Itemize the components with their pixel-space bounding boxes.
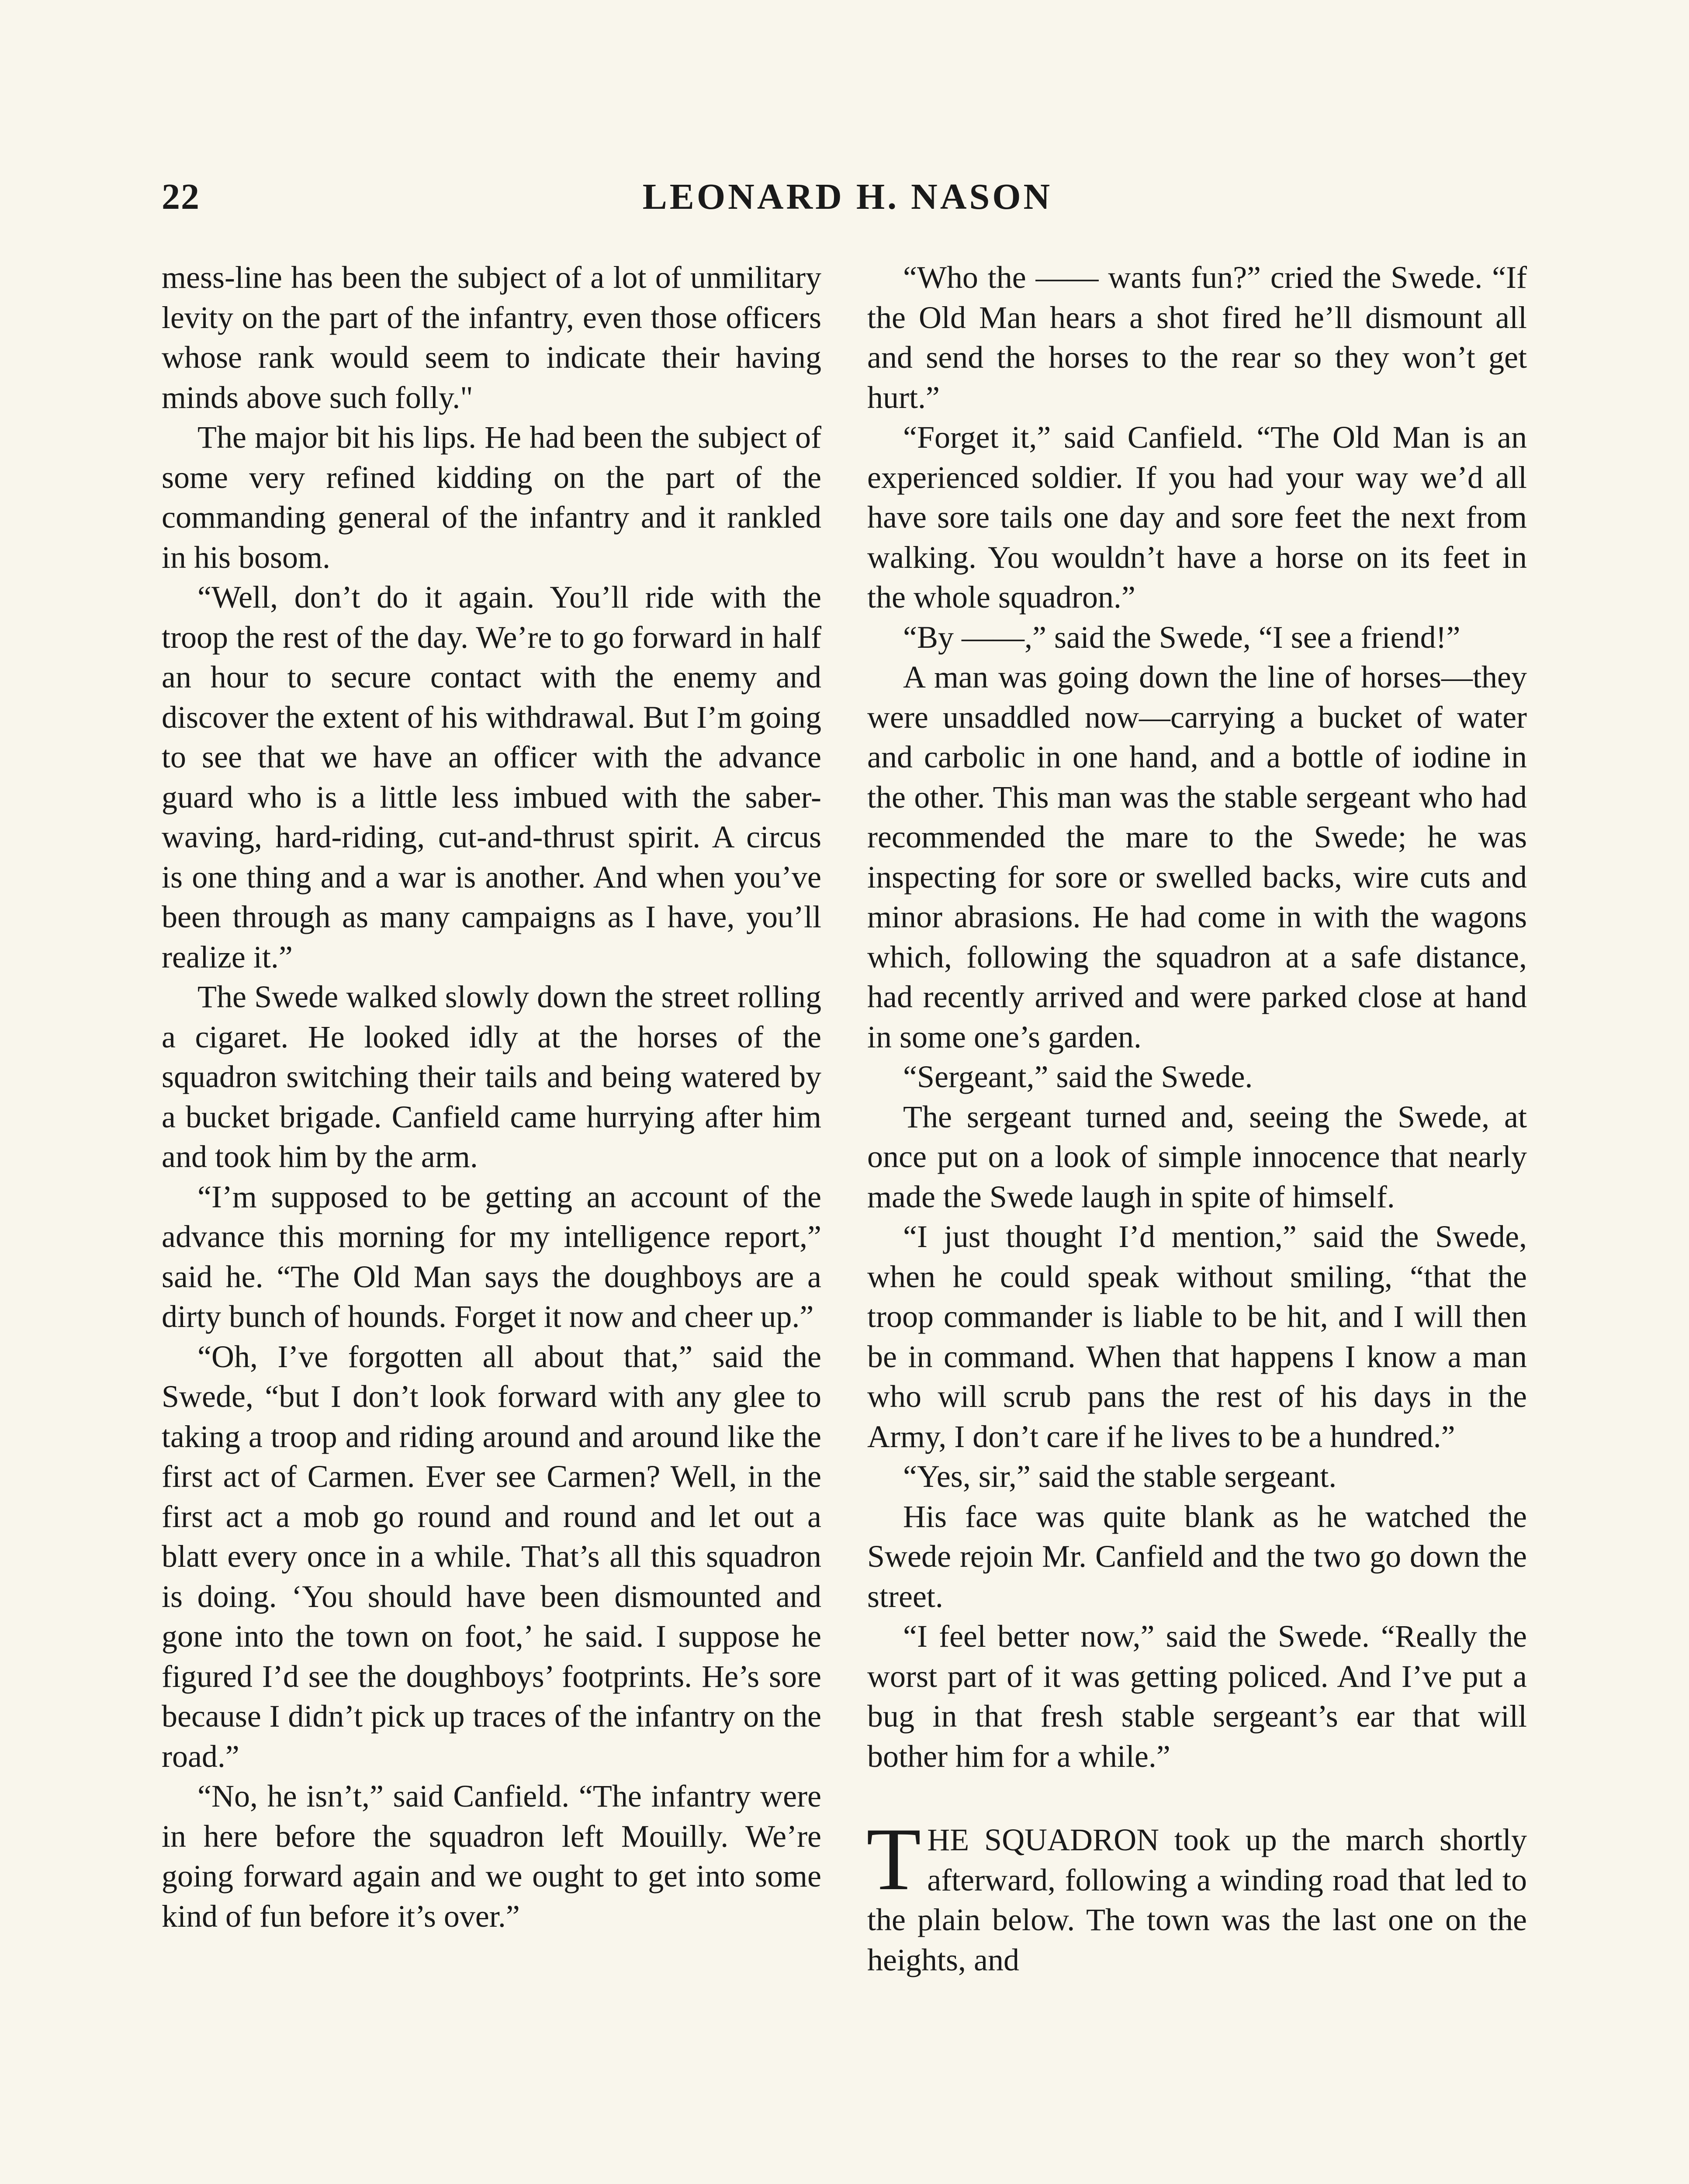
paragraph: “Sergeant,” said the Swede. xyxy=(903,1059,1253,1094)
page-number: 22 xyxy=(162,176,200,217)
paragraph: “Who the —— wants fun?” cried the Swede. “If the Old Man hears a shot fired he’ll dismount all and send the horses to the rear so they won’t get hurt.” xyxy=(867,260,1527,415)
section-lead-in: HE SQUADRON xyxy=(927,1822,1159,1857)
section-opening-paragraph xyxy=(866,1810,1527,1980)
paragraph: “Oh, I’ve forgotten all about that,” said the Swede, “but I don’t look forward with any glee to taking a troop and riding around and around like the first act of Carmen. Ever see Carmen? Well, in the first act a mob go round and round and let out a blatt every once in a while. That’s all this squadron is doing. ‘You should have been dismounted and gone into the town on foot,’ he said. I suppose he figured I’d see the doughboys’ footprints. He’s sore because I didn’t pick up traces of the infantry on the road.” xyxy=(162,1339,821,1774)
paragraph: “I feel better now,” said the Swede. “Really the worst part of it was getting policed. And I’ve put a bug in that fresh stable sergeant’s ear that will bother him for a while.” xyxy=(867,1619,1527,1774)
drop-cap: T xyxy=(866,1810,921,1909)
paragraph: A man was going down the line of horses—they were unsaddled now—carrying a bucket of water and carbolic in one hand, and a bottle of iodine in the other. This man was the stable sergeant who had recommended the mare to the Swede; he was inspecting for sore or swelled backs, wire cuts and minor abrasions. He had come in with the wagons which, following the squadron at a safe distance, had recently arrived and were parked close at hand in some one’s garden. xyxy=(867,660,1527,1054)
running-head: LEONARD H. NASON xyxy=(642,176,1053,217)
paragraph: “By ——,” said the Swede, “I see a friend!” xyxy=(903,619,1461,655)
paragraph: The sergeant turned and, seeing the Swede, at once put on a look of simple innocence that nearly made the Swede laugh in spite of himself. xyxy=(867,1099,1527,1214)
paragraph: “No, he isn’t,” said Canfield. “The infantry were in here before the squadron left Mouilly. We’re going forward again and we ought to get into some kind of fun before it’s over.” xyxy=(162,1779,821,1934)
paragraph: His face was quite blank as he watched the Swede rejoin Mr. Canfield and the two go down the street. xyxy=(867,1499,1527,1614)
paragraph: mess-line has been the subject of a lot of unmilitary levity on the part of the infantry, even those officers whose rank would seem to indicate their having minds above such folly." xyxy=(162,260,821,415)
paragraph: “I’m supposed to be getting an account of the advance this morning for my intelligence report,” said he. “The Old Man says the doughboys are a dirty bunch of hounds. Forget it now and cheer up.” xyxy=(162,1179,821,1334)
left-column xyxy=(162,258,821,1936)
paragraph: The major bit his lips. He had been the subject of some very refined kidding on the part of the commanding general of the infantry and it rankled in his bosom. xyxy=(162,420,821,575)
paragraph: “Forget it,” said Canfield. “The Old Man is an experienced soldier. If you had your way we’d all have sore tails one day and sore feet the next from walking. You wouldn’t have a horse on its feet in the whole squadron.” xyxy=(867,420,1527,615)
paragraph: “Well, don’t do it again. You’ll ride with the troop the rest of the day. We’re to go forward in half an hour to secure contact with the enemy and discover the extent of his withdrawal. But I’m going to see that we have an officer with the advance guard who is a little less imbued with the saber-waving, hard-riding, cut-and-thrust spirit. A circus is one thing and a war is another. And when you’ve been through as many campaigns as I have, you’ll realize it.” xyxy=(162,580,821,975)
section-text: took up the march shortly afterward, following a winding road that led to the plain below. The town was the last one on the heights, and xyxy=(867,1822,1527,1977)
paragraph: The Swede walked slowly down the street rolling a cigaret. He looked idly at the horses of the squadron switching their tails and being watered by a bucket brigade. Canfield came hurrying after him and took him by the arm. xyxy=(162,979,821,1174)
paragraph: “I just thought I’d mention,” said the Swede, when he could speak without smiling, “that the troop commander is liable to be hit, and I will then be in command. When that happens I know a man who will scrub pans the rest of his days in the Army, I don’t care if he lives to be a hundred.” xyxy=(867,1219,1527,1454)
right-column xyxy=(867,258,1527,1980)
paragraph: “Yes, sir,” said the stable sergeant. xyxy=(903,1459,1337,1494)
page-header xyxy=(162,176,1533,224)
